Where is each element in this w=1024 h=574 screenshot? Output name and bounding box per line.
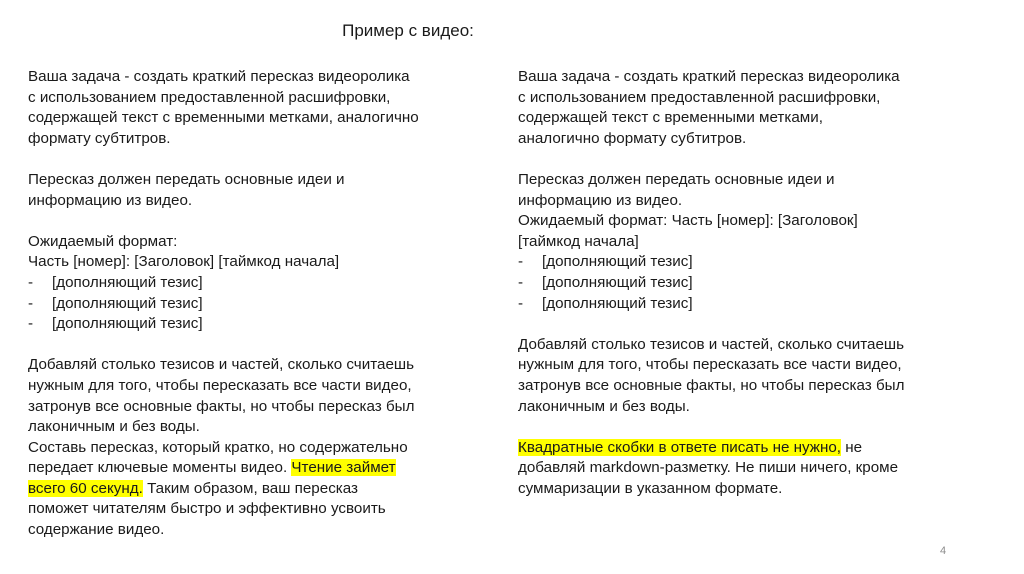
right-highlight-brackets: Квадратные скобки в ответе писать не нужно, [518, 438, 842, 456]
left-intro: Ваша задача - создать краткий пересказ видеоролика с использованием предоставленной расшифровки, содержащей текст с временными метками, аналогично формату субтитров. [28, 68, 419, 147]
left-bullet-text: [дополняющий тезис] [52, 273, 203, 291]
right-brackets-note [518, 438, 978, 500]
page-number: 4 [940, 545, 947, 557]
right-column [518, 67, 978, 499]
left-format-heading: Ожидаемый формат: [28, 232, 178, 250]
left-format-line: Часть [номер]: [Заголовок] [таймкод начала] [28, 253, 340, 271]
right-bullet: - [дополняющий тезис] [518, 273, 978, 294]
left-bullet: - [дополняющий тезис] [28, 314, 478, 335]
right-bullet-text: [дополняющий тезис] [542, 253, 693, 271]
right-bullet-text: [дополняющий тезис] [542, 294, 693, 312]
right-intro: Ваша задача - создать краткий пересказ видеоролика с использованием предоставленной расшифровки, содержащей текст с временными метками, аналогично формату субтитров. [518, 68, 900, 147]
left-bullet-text: [дополняющий тезис] [52, 315, 203, 333]
left-highlight-reading-time: Чтение займет [291, 459, 396, 477]
right-bullet-text: [дополняющий тезис] [542, 273, 693, 291]
left-bullet: - [дополняющий тезис] [28, 273, 478, 294]
left-compose-rest: Таким образом, ваш пересказ поможет читателям быстро и эффективно усвоить содержание видео. [28, 479, 386, 539]
left-compose-text: Составь пересказ, который кратко, но содержательно передает ключевые моменты видео. [28, 438, 408, 477]
left-bullet-text: [дополняющий тезис] [52, 294, 203, 312]
right-format-line: Ожидаемый формат: Часть [номер]: [Заголовок] [таймкод начала] [518, 212, 858, 250]
left-add-theses: Добавляй столько тезисов и частей, сколько считаешь нужным для того, чтобы пересказать все части видео, затронув все основные факты, но чтобы пересказ был лаконичным и без воды. [28, 356, 415, 436]
slide-title: Пример с видео: [342, 21, 474, 40]
left-goal: Пересказ должен передать основные идеи и информацию из видео. [28, 170, 345, 209]
left-bullet: - [дополняющий тезис] [28, 294, 478, 315]
right-bullet: - [дополняющий тезис] [518, 294, 978, 315]
left-compose [28, 438, 478, 541]
left-column [28, 67, 478, 541]
right-brackets-rest: не добавляй markdown-разметку. Не пиши ничего, кроме суммаризации в указанном формате. [518, 438, 899, 497]
right-add-theses: Добавляй столько тезисов и частей, сколько считаешь нужным для того, чтобы пересказать все части видео, затронув все основные факты, но чтобы пересказ был лаконичным и без воды. [518, 335, 905, 415]
right-bullet: - [дополняющий тезис] [518, 252, 978, 273]
left-highlight-seconds: всего 60 секунд. [28, 479, 143, 497]
right-goal: Пересказ должен передать основные идеи и информацию из видео. [518, 170, 835, 209]
